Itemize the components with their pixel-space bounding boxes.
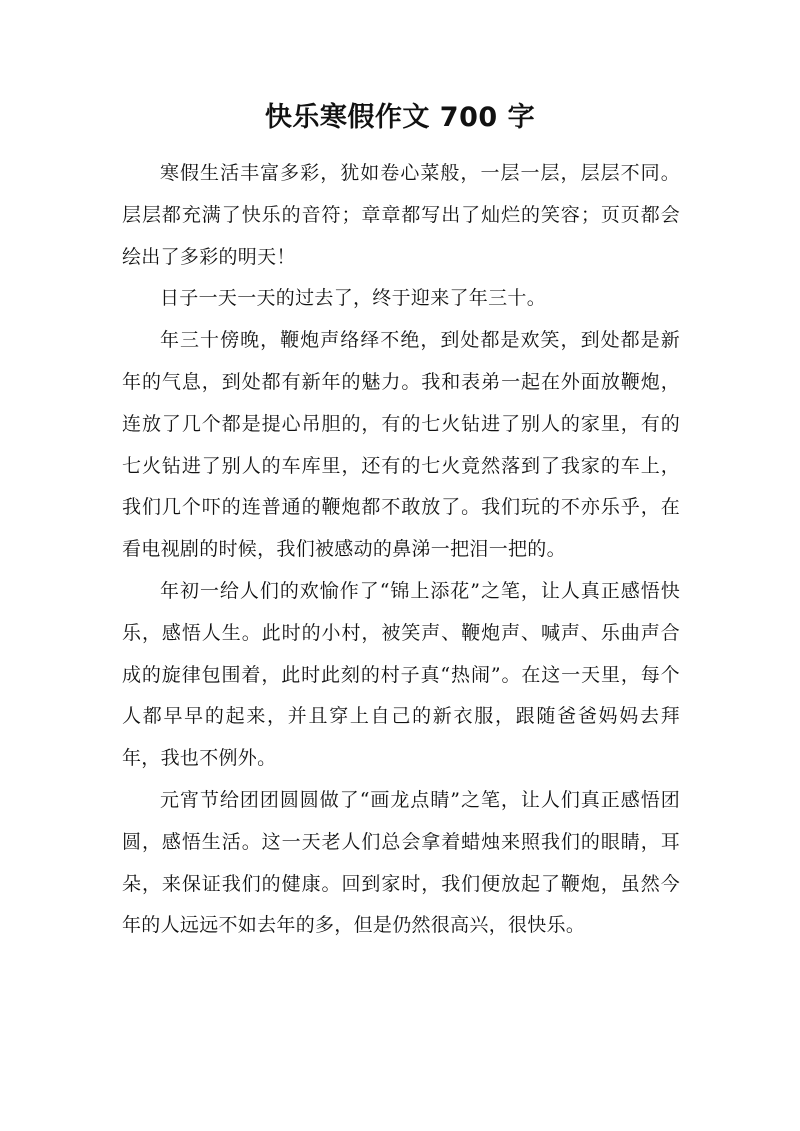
paragraph-3: 年三十傍晚，鞭炮声络绎不绝，到处都是欢笑，到处都是新年的气息，到处都有新年的魅力。我和表弟一起在外面放鞭炮，连放了几个都是提心吊胆的，有的七火钻进了别人的家里，有的七火钻进了别人的车库里，还有的七火竟然落到了我家的车上，我们几个吓的连普通的鞭炮都不敢放了。我们玩的不亦乐乎，在看电视剧的时候，我们被感动的鼻涕一把泪一把的。 bbox=[122, 329, 680, 561]
paragraph-1: 寒假生活丰富多彩，犹如卷心菜般，一层一层，层层不同。层层都充满了快乐的音符；章章都写出了灿烂的笑容；页页都会绘出了多彩的明天！ bbox=[122, 162, 680, 268]
document-body bbox=[122, 153, 680, 947]
document-title: 快乐寒假作文 700 字 bbox=[264, 102, 536, 133]
paragraph-2: 日子一天一天的过去了，终于迎来了年三十。 bbox=[160, 287, 547, 310]
paragraph-4: 年初一给人们的欢愉作了“锦上添花”之笔，让人真正感悟快乐，感悟人生。此时的小村，被笑声、鞭炮声、喊声、乐曲声合成的旋律包围着，此时此刻的村子真“热闹”。在这一天里，每个人都早早的起来，并且穿上自己的新衣服，跟随爸爸妈妈去拜年，我也不例外。 bbox=[122, 579, 680, 770]
paragraph-5: 元宵节给团团圆圆做了“画龙点睛”之笔，让人们真正感悟团圆，感悟生活。这一天老人们总会拿着蜡烛来照我们的眼睛，耳朵，来保证我们的健康。回到家时，我们便放起了鞭炮，虽然今年的人远远不如去年的多，但是仍然很高兴，很快乐。 bbox=[122, 788, 680, 937]
